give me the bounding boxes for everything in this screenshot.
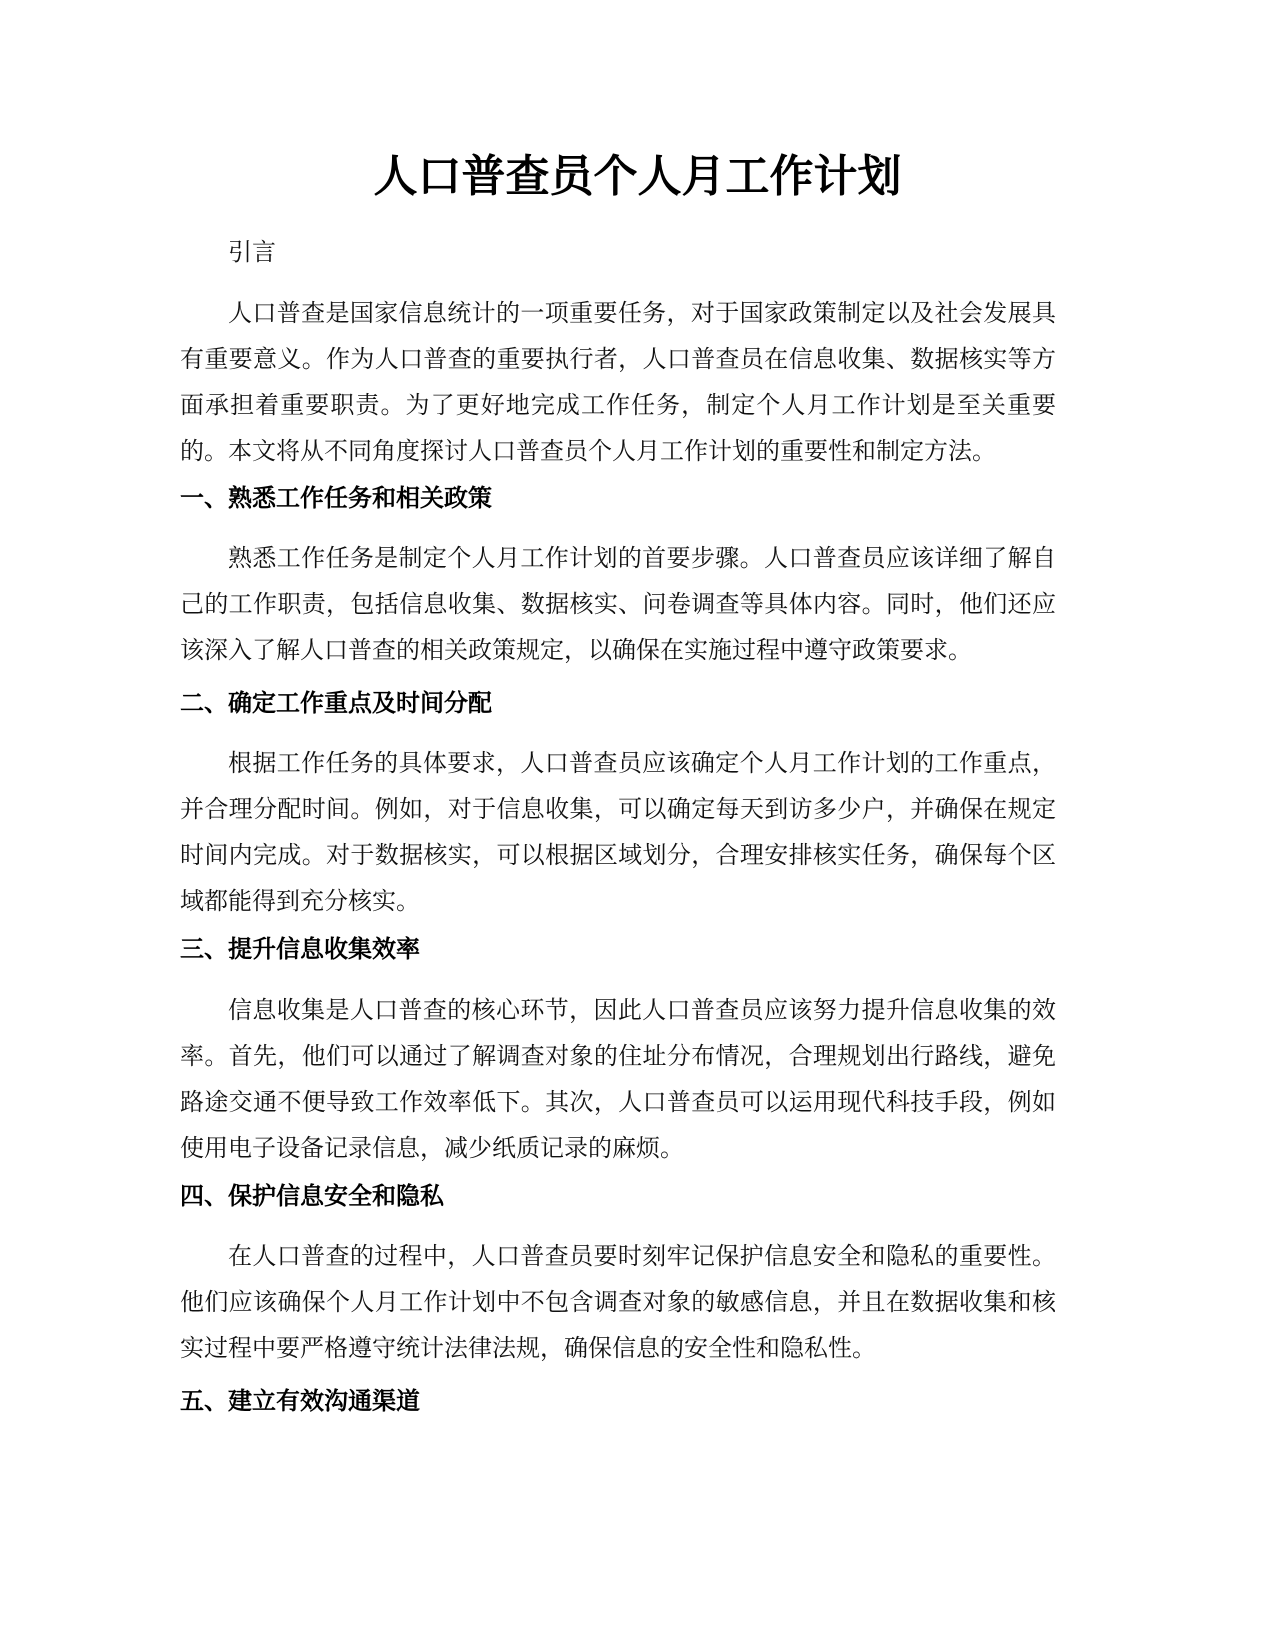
section-5-heading: 五、建立有效沟通渠道 [180,1387,420,1415]
intro-label: 引言 [228,238,276,266]
section-4-paragraph: 在人口普查的过程中，人口普查员要时刻牢记保护信息安全和隐私的重要性。他们应该确保个人月工作计划中不包含调查对象的敏感信息，并且在数据收集和核实过程中要严格遵守统计法律法规，确保信息的安全性和隐私性。 [180,1242,1056,1362]
document-title: 人口普查员个人月工作计划 [373,151,902,202]
section-3-heading: 三、提升信息收集效率 [180,935,420,963]
section-3-paragraph: 信息收集是人口普查的核心环节，因此人口普查员应该努力提升信息收集的效率。首先，他们可以通过了解调查对象的住址分布情况，合理规划出行路线，避免路途交通不便导致工作效率低下。其次，人口普查员可以运用现代科技手段，例如使用电子设备记录信息，减少纸质记录的麻烦。 [180,996,1056,1162]
section-1-heading: 一、熟悉工作任务和相关政策 [180,484,492,512]
section-2-heading: 二、确定工作重点及时间分配 [180,689,492,717]
section-1-paragraph: 熟悉工作任务是制定个人月工作计划的首要步骤。人口普查员应该详细了解自己的工作职责，包括信息收集、数据核实、问卷调查等具体内容。同时，他们还应该深入了解人口普查的相关政策规定，以确保在实施过程中遵守政策要求。 [180,544,1056,664]
section-2-paragraph: 根据工作任务的具体要求，人口普查员应该确定个人月工作计划的工作重点，并合理分配时间。例如，对于信息收集，可以确定每天到访多少户，并确保在规定时间内完成。对于数据核实，可以根据区域划分，合理安排核实任务，确保每个区域都能得到充分核实。 [180,749,1056,915]
section-4-heading: 四、保护信息安全和隐私 [180,1182,444,1210]
intro-paragraph: 人口普查是国家信息统计的一项重要任务，对于国家政策制定以及社会发展具有重要意义。作为人口普查的重要执行者，人口普查员在信息收集、数据核实等方面承担着重要职责。为了更好地完成工作任务，制定个人月工作计划是至关重要的。本文将从不同角度探讨人口普查员个人月工作计划的重要性和制定方法。 [180,299,1056,465]
